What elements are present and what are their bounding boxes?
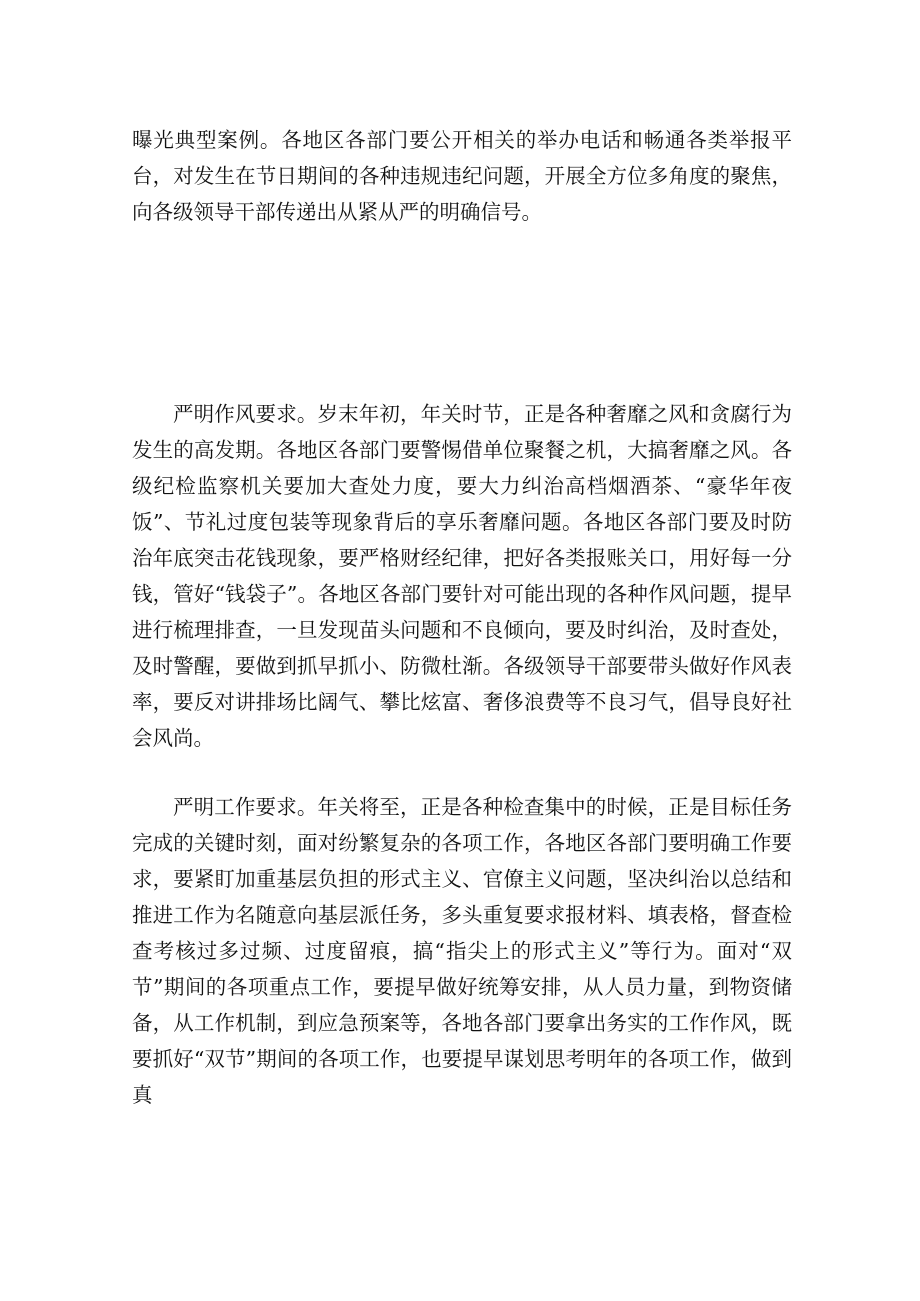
paragraph-continued-case-exposure: 曝光典型案例。各地区各部门要公开相关的举办电话和畅通各类举报平台，对发生在节日期间的各种违规违纪问题，开展全方位多角度的聚焦，向各级领导干部传递出从紧从严的明确信号。 [132,128,792,224]
paragraph-work-requirements: 严明工作要求。年关将至，正是各种检查集中的时候，正是目标任务完成的关键时刻，面对纷繁复杂的各项工作，各地区各部门要明确工作要求，要紧盯加重基层负担的形式主义、官僚主义问题，坚决纠治以总结和推进工作为名随意向基层派任务，多头重复要求报材料、填表格，督查检查考核过多过频、过度留痕，搞“指尖上的形式主义”等行为。面对“双节”期间的各项重点工作，要提早做好统筹安排，从人员力量，到物资储备，从工作机制，到应急预案等，各地各部门要拿出务实的工作作风，既要抓好“双节”期间的各项工作，也要提早谋划思考明年的各项工作，做到真 [132,795,792,1107]
paragraph-conduct-requirements: 严明作风要求。岁末年初，年关时节，正是各种奢靡之风和贪腐行为发生的高发期。各地区各部门要警惕借单位聚餐之机，大搞奢靡之风。各级纪检监察机关要加大查处力度，要大力纠治高档烟酒茶、“豪华年夜饭”、节礼过度包装等现象背后的享乐奢靡问题。各地区各部门要及时防治年底突击花钱现象，要严格财经纪律，把好各类报账关口，用好每一分钱，管好“钱袋子”。各地区各部门要针对可能出现的各种作风问题，提早进行梳理排查，一旦发现苗头问题和不良倾向，要及时纠治，及时查处，及时警醒，要做到抓早抓小、防微杜渐。各级领导干部要带头做好作风表率，要反对讲排场比阔气、攀比炫富、奢侈浪费等不良习气，倡导良好社会风尚。 [132,402,792,750]
